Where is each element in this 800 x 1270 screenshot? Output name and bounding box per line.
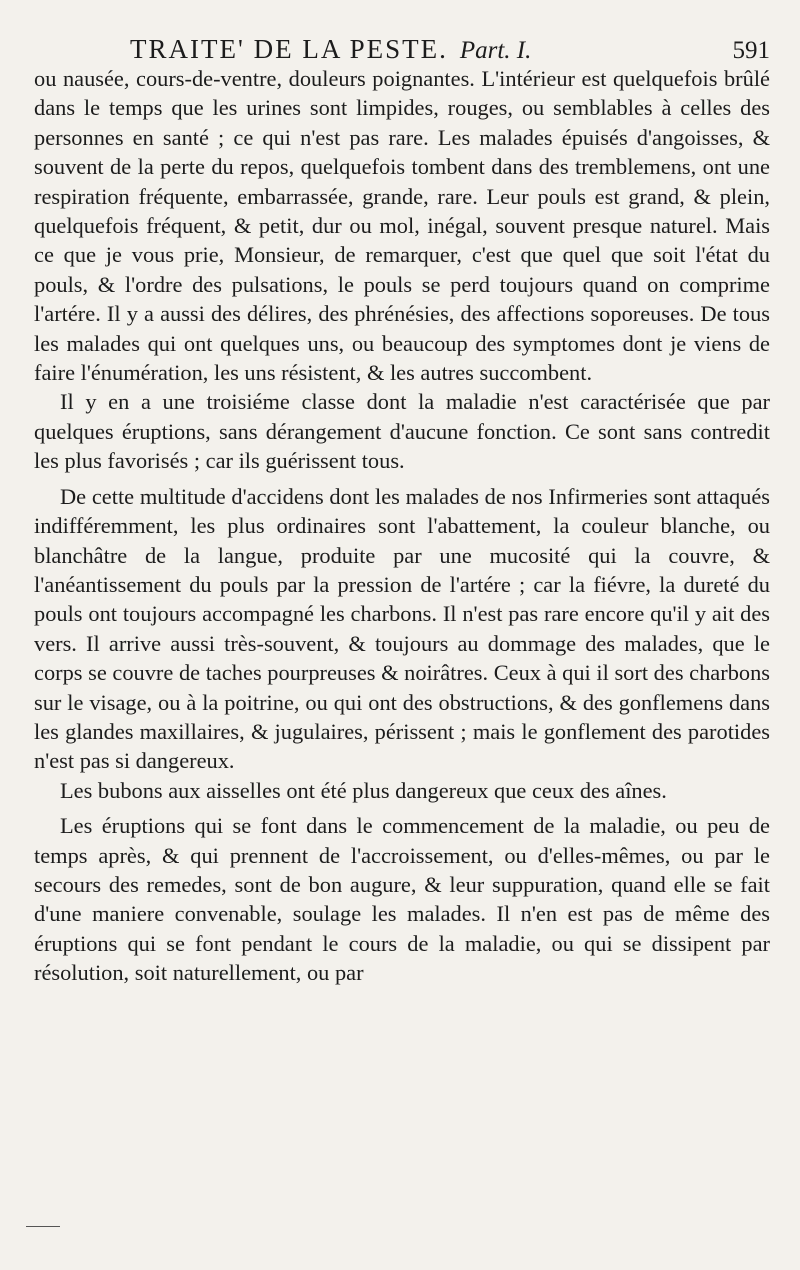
bottom-margin-mark [26,1226,60,1227]
paragraph-2: Il y en a une troisiéme classe dont la maladie n'est caractérisée que par quelques éruptions, sans dérangement d'aucune fonction. Ce sont sans contredit les plus favorisés ; car ils guérissent tous. [34,389,770,474]
paragraph-4: Les bubons aux aisselles ont été plus dangereux que ceux des aînes. [60,777,667,803]
paragraph-1: ou nausée, cours-de-ventre, douleurs poignantes. L'intérieur est quelquefois brûlé dans le temps que les urines sont limpides, rouges, ou semblables à celles des personnes en santé ; ce qui n'est pas rare. Les malades épuisés d'angoisses, & souvent de la perte du repos, quelquefois tombent dans des tremblemens, ont une respiration fréquente, embarrassée, grande, rare. Leur pouls est grand, & plein, quelquefois fréquent, & petit, dur ou mol, inégal, souvent presque naturel. Mais ce que je vous prie, Monsieur, de remarquer, c'est que quel que soit l'état du pouls, & l'ordre des pulsations, le pouls se perd toujours quand on comprime l'artére. Il y a aussi des délires, des phrénésies, des affections soporeuses. De tous les malades qui ont quelques uns, ou beaucoup des symptomes dont je viens de faire l'énumération, les uns résistent, & les autres succombent. [34,66,770,386]
page-body [34,64,770,988]
paragraph-5: Les éruptions qui se font dans le commencement de la maladie, ou peu de temps après, & qui prennent de l'accroissement, ou d'elles-mêmes, ou par le secours des remedes, sont de bon augure, & leur suppuration, quand elle se fait d'une maniere convenable, soulage les malades. Il n'en est pas de même des éruptions qui se font pendant le cours de la maladie, ou qui se dissipent par résolution, soit naturellement, ou par [34,813,770,986]
paragraph-3: De cette multitude d'accidens dont les malades de nos Infirmeries sont attaqués indifféremment, les plus ordinaires sont l'abattement, la couleur blanche, ou blanchâtre de la langue, produite par une mucosité qui la couvre, & l'anéantissement du pouls par la pression de l'artére ; car la fiévre, la dureté du pouls ont toujours accompagné les charbons. Il n'est pas rare encore qu'il y ait des vers. Il arrive aussi très-souvent, & toujours au dommage des malades, que le corps se couvre de taches pourpreuses & noirâtres. Ceux à qui il sort des charbons sur le visage, ou à la poitrine, ou qui ont des obstructions, & des gonflemens dans les glandes maxillaires, & jugulaires, périssent ; mais le gonflement des parotides n'est pas si dangereux. [34,483,770,774]
page-header [34,34,770,68]
page-number: 591 [732,37,770,64]
part-label: Part. I. [459,37,532,64]
running-title: TRAITE' DE LA PESTE. [130,34,448,64]
